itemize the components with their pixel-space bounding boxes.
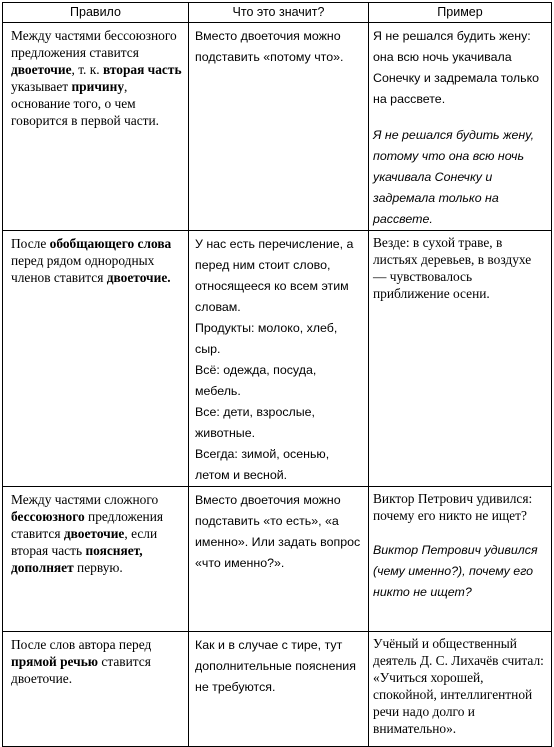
rule-text: Между частями бессоюзного предложения ставится двоеточие, т. к. вторая часть указывает причину, основание того, о чем говорится в первой части. — [11, 28, 182, 128]
meaning-text: У нас есть перечисление, а перед ним стоит слово, относящееся ко всем этим словам. — [195, 237, 354, 314]
meaning-cell — [189, 23, 369, 231]
punctuation-table — [2, 2, 552, 747]
example-cell — [369, 23, 552, 231]
header-rule: Правило — [3, 3, 189, 23]
meaning-text: Всё: одежда, посуда, мебель. — [195, 363, 317, 398]
header-meaning: Что это значит? — [189, 3, 369, 23]
table-row — [3, 231, 552, 487]
header-row — [3, 3, 552, 23]
meaning-text: Как и в случае с тире, тут дополнительные пояснения не требуются. — [195, 638, 356, 694]
meaning-cell — [189, 231, 369, 487]
rule-cell — [3, 231, 189, 487]
example-text: Я не решался будить жену: она всю ночь укачивала Сонечку и задремала только на рассвете. — [373, 29, 540, 106]
example-cell — [369, 231, 552, 487]
rule-cell — [3, 487, 189, 632]
example-text: Учёный и общественный деятель Д. С. Лихачёв считал: «Учиться хорошей, спокойной, интеллигентной речи надо долго и внимательно». — [373, 636, 544, 736]
meaning-text: Все: дети, взрослые, животные. — [195, 405, 315, 440]
rule-cell — [3, 632, 189, 747]
rule-text: После слов автора перед прямой речью ставится двоеточие. — [11, 637, 152, 686]
meaning-text: Вместо двоеточия можно подставить «то есть», «а именно». Или задать вопрос «что именно?». — [195, 493, 361, 570]
table-row — [3, 487, 552, 632]
example-cell — [369, 632, 552, 747]
meaning-text: Продукты: молоко, хлеб, сыр. — [195, 321, 338, 356]
meaning-cell — [189, 487, 369, 632]
header-example: Пример — [369, 3, 552, 23]
rule-cell — [3, 23, 189, 231]
table-row — [3, 632, 552, 747]
meaning-cell — [189, 632, 369, 747]
example-cell — [369, 487, 552, 632]
meaning-text: Всегда: зимой, осенью, летом и весной. — [195, 447, 330, 482]
example-text: Везде: в сухой траве, в листьях деревьев, в воздухе — чувствовалось приближение осени. — [373, 235, 532, 301]
rule-text: После обобщающего слова перед рядом однородных членов ставится двоеточие. — [11, 236, 172, 285]
meaning-text: Вместо двоеточия можно подставить «потому что». — [195, 29, 344, 64]
example-text: Виктор Петрович удивился: почему его никто не ищет? — [373, 491, 533, 523]
example-text-italic: Виктор Петрович удивился (чему именно?), почему его никто не ищет? — [373, 543, 538, 599]
table-row — [3, 23, 552, 231]
rule-text: Между частями сложного бессоюзного предложения ставится двоеточие, если вторая часть поясняет, дополняет первую. — [11, 492, 164, 575]
example-text-italic: Я не решался будить жену, потому что она всю ночь укачивала Сонечку и задремала только на рассвете. — [373, 128, 535, 226]
